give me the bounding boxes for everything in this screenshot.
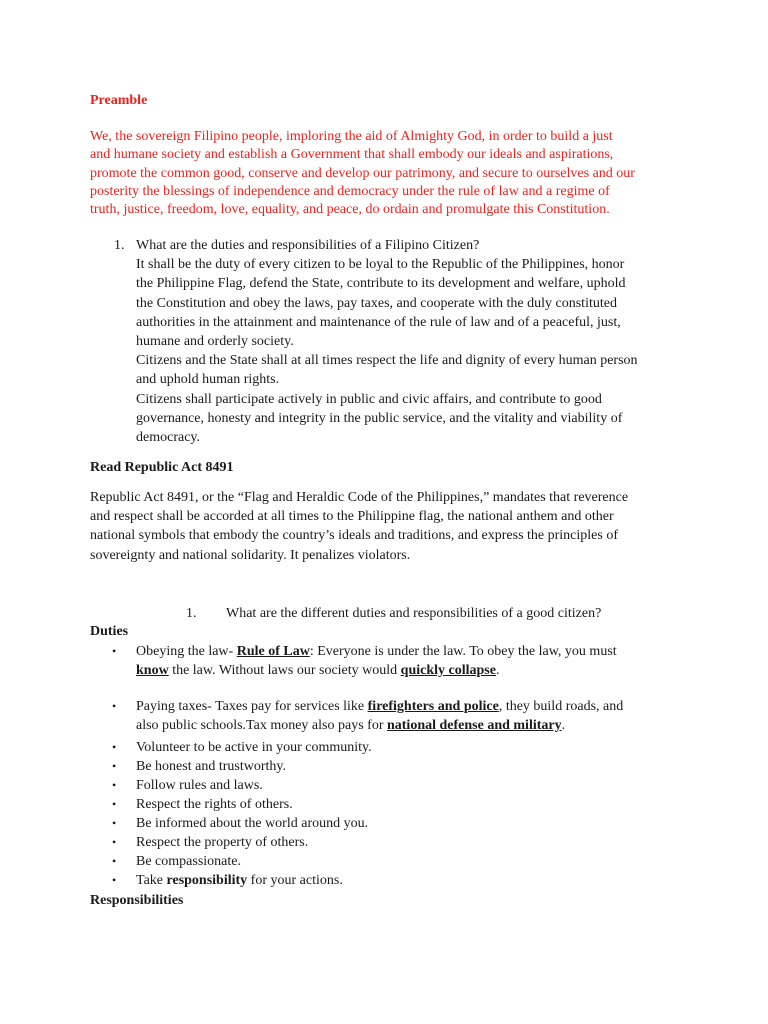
bullet-icon: • [112, 835, 117, 849]
rule-of-law-emphasis: Rule of Law [236, 644, 310, 659]
answer-line: the Constitution and obey the laws, pay taxes, and cooperate with the duly constituted [136, 295, 617, 311]
republic-act-heading: Read Republic Act 8491 [90, 460, 234, 475]
bullet-text: Take [136, 873, 167, 888]
list-item [112, 738, 672, 757]
answer-line: governance, honesty and integrity in the public service, and the vitality and viability of [136, 410, 623, 426]
duty-bullet-2 [112, 697, 672, 735]
know-emphasis: know [136, 663, 169, 678]
bullet-text: Volunteer to be active in your community. [136, 740, 372, 755]
preamble-line: We, the sovereign Filipino people, imploring the aid of Almighty God, in order to build a just [90, 129, 613, 144]
responsibility-emphasis: responsibility [166, 873, 248, 888]
national-defense-emphasis: national defense and military [386, 718, 562, 733]
ra-line: sovereignty and national solidarity. It penalizes violators. [90, 547, 411, 563]
list-item [112, 642, 672, 680]
answer-line: and uphold human rights. [136, 372, 280, 388]
bullet-text: . [495, 663, 500, 678]
bullet-icon: • [112, 816, 117, 830]
bullet-text: : Everyone is under the law. To obey the law, you must [309, 644, 617, 659]
duty-bullet-1 [112, 642, 672, 680]
question-number: 1. [186, 606, 197, 621]
duties-heading: Duties [90, 624, 129, 639]
bullet-icon: • [112, 699, 117, 713]
bullet-text: Respect the property of others. [136, 835, 309, 850]
bullet-icon: • [112, 797, 117, 811]
bullet-text: Obeying the law- [136, 644, 237, 659]
question-2-title: What are the different duties and responsibilities of a good citizen? [226, 606, 602, 621]
answer-line: It shall be the duty of every citizen to be loyal to the Republic of the Philippines, honor [136, 257, 625, 273]
bullet-text: Be compassionate. [136, 854, 241, 869]
bullet-icon: • [112, 778, 117, 792]
answer-line: Citizens and the State shall at all times respect the life and dignity of every human person [136, 353, 638, 369]
bullet-text: Be informed about the world around you. [136, 816, 369, 831]
bullet-text: Paying taxes- Taxes pay for services like [136, 699, 368, 714]
bullet-text: . [561, 718, 566, 733]
preamble-heading: Preamble [90, 93, 148, 108]
bullet-text: also public schools.Tax money also pays for [136, 718, 387, 733]
ra-line: Republic Act 8491, or the “Flag and Heraldic Code of the Philippines,” mandates that reverence [90, 490, 629, 505]
bullet-text: for your actions. [247, 873, 343, 888]
bullet-icon: • [112, 644, 117, 658]
republic-act-text [90, 488, 680, 565]
bullet-icon: • [112, 740, 117, 754]
answer-line: Citizens shall participate actively in public and civic affairs, and contribute to good [136, 391, 602, 407]
list-item [112, 814, 672, 833]
preamble-text [90, 128, 716, 219]
question-1-body [136, 236, 674, 447]
list-item [112, 697, 672, 735]
answer-line: democracy. [136, 430, 200, 446]
list-item [112, 833, 672, 852]
bullet-icon: • [112, 854, 117, 868]
bullet-icon: • [112, 759, 117, 773]
ra-line: national symbols that embody the country’s ideals and traditions, and express the principles of [90, 528, 619, 544]
question-1-title: What are the duties and responsibilities of a Filipino Citizen? [136, 238, 480, 253]
preamble-line: truth, justice, freedom, love, equality, and peace, do ordain and promulgate this Constitution. [90, 202, 610, 218]
quickly-collapse-emphasis: quickly collapse [400, 663, 496, 678]
answer-line: the Philippine Flag, defend the State, contribute to its development and welfare, uphold [136, 276, 626, 292]
bullet-icon: • [112, 873, 117, 887]
list-item [112, 795, 672, 814]
list-item [112, 871, 672, 890]
responsibilities-heading: Responsibilities [90, 893, 184, 908]
bullet-text: Be honest and trustworthy. [136, 759, 286, 774]
preamble-line: and humane society and establish a Government that shall embody our ideals and aspirations, [90, 147, 614, 163]
ra-line: and respect shall be accorded at all times to the Philippine flag, the national anthem and other [90, 509, 614, 525]
question-1 [114, 236, 674, 447]
firefighters-emphasis: firefighters and police [367, 699, 499, 714]
duty-bullet-list [112, 738, 672, 890]
bullet-text: , they build roads, and [498, 699, 624, 714]
preamble-line: promote the common good, conserve and develop our patrimony, and secure to ourselves and our [90, 165, 635, 181]
bullet-text: Respect the rights of others. [136, 797, 293, 812]
question-number: 1. [114, 238, 125, 253]
list-item [112, 776, 672, 795]
answer-line: humane and orderly society. [136, 334, 294, 350]
bullet-text: the law. Without laws our society would [168, 663, 401, 678]
list-item [112, 757, 672, 776]
list-item [112, 852, 672, 871]
preamble-line: posterity the blessings of independence and democracy under the rule of law and a regime of [90, 183, 610, 199]
bullet-text: Follow rules and laws. [136, 778, 263, 793]
answer-line: authorities in the attainment and maintenance of the rule of law and of a peaceful, just, [136, 314, 621, 330]
